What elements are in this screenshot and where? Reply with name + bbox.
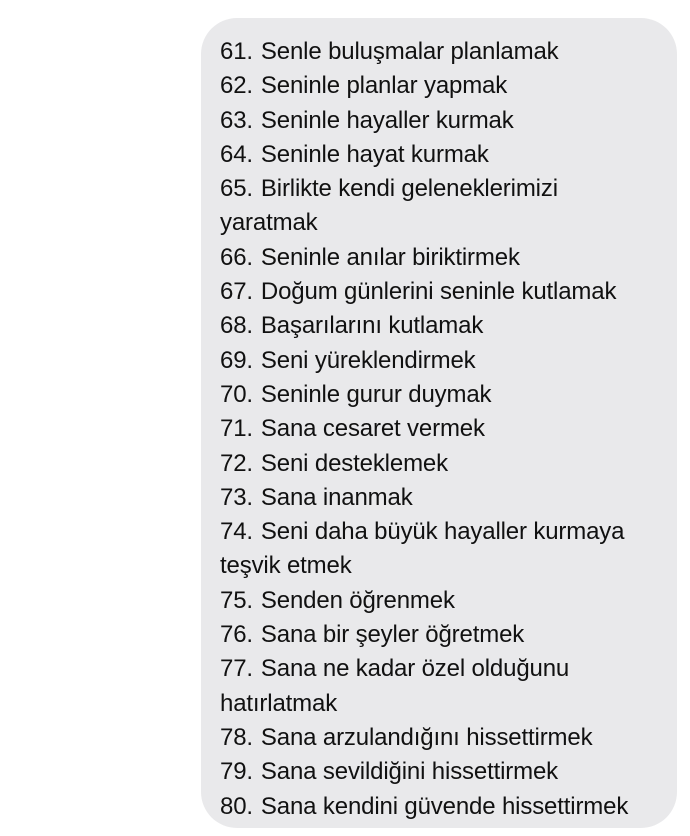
list-item-text: Sana cesaret vermek bbox=[260, 415, 485, 443]
list-item-number: 76. bbox=[220, 621, 253, 649]
list-item-text: Sana kendini güvende hissettirmek bbox=[260, 792, 629, 820]
list-item-text: Sana arzulandığını hissettirmek bbox=[260, 723, 593, 751]
list-item-text: Doğum günlerini seninle kutlamak bbox=[260, 278, 617, 306]
list-item-text: Birlikte kendi geleneklerimizi bbox=[260, 175, 558, 203]
list-item bbox=[220, 344, 667, 378]
list-item-text: Seninle gurur duymak bbox=[260, 380, 492, 408]
list-item-text: Seninle anılar biriktirmek bbox=[260, 243, 520, 271]
list-item-number: 65. bbox=[220, 175, 253, 203]
list-item bbox=[220, 721, 667, 755]
list-item-text: Senle buluşmalar planlamak bbox=[260, 38, 559, 65]
list-item-text: Sana inanmak bbox=[260, 483, 413, 511]
list-item-text: Sana sevildiğini hissettirmek bbox=[260, 758, 559, 786]
list-item-number: 79. bbox=[220, 758, 253, 786]
list-item-number: 62. bbox=[220, 72, 253, 100]
list-item-text: Seninle planlar yapmak bbox=[260, 72, 508, 100]
list-item-continuation: hatırlatmak bbox=[220, 689, 338, 717]
list-item-number: 72. bbox=[220, 449, 253, 477]
list-item bbox=[220, 790, 667, 824]
list-item bbox=[220, 447, 667, 481]
list-item-number: 70. bbox=[220, 380, 253, 408]
list-item-text: Seni daha büyük hayaller kurmaya bbox=[260, 518, 625, 546]
list-item-number: 66. bbox=[220, 243, 253, 271]
list-item-number: 74. bbox=[220, 518, 253, 546]
list-item-number: 78. bbox=[220, 723, 253, 751]
list-item bbox=[220, 412, 667, 446]
list-item bbox=[220, 584, 667, 618]
list-item-number: 73. bbox=[220, 483, 253, 511]
list-item-number: 64. bbox=[220, 140, 253, 168]
list-item-number: 71. bbox=[220, 415, 253, 443]
list-item bbox=[220, 515, 667, 549]
list-item-number: 80. bbox=[220, 792, 253, 820]
list-item-text: Sana ne kadar özel olduğunu bbox=[260, 655, 570, 683]
message-bubble[interactable] bbox=[201, 18, 677, 828]
list-item-text: Seninle hayaller kurmak bbox=[260, 106, 514, 134]
list-item-number: 67. bbox=[220, 278, 253, 306]
list-item bbox=[220, 618, 667, 652]
list-item bbox=[220, 138, 667, 172]
list-item bbox=[220, 755, 667, 789]
list-item bbox=[220, 104, 667, 138]
list-item-text: Senden öğrenmek bbox=[260, 586, 455, 614]
list-item bbox=[220, 275, 667, 309]
list-item bbox=[220, 481, 667, 515]
list-item-number: 61. bbox=[220, 38, 253, 65]
list-item-text: Seninle hayat kurmak bbox=[260, 140, 489, 168]
list-item-text: Sana bir şeyler öğretmek bbox=[260, 621, 525, 649]
list-item bbox=[220, 378, 667, 412]
list-item-number: 75. bbox=[220, 586, 253, 614]
list-item-text: Seni desteklemek bbox=[260, 449, 448, 477]
list-item bbox=[220, 35, 667, 69]
list-item-continuation: teşvik etmek bbox=[220, 552, 352, 580]
list-item bbox=[220, 652, 667, 686]
list-item-continuation: yaratmak bbox=[220, 209, 318, 237]
list-item bbox=[220, 172, 667, 206]
list-item bbox=[220, 241, 667, 275]
list-item-text: Seni yüreklendirmek bbox=[260, 346, 476, 374]
list-item bbox=[220, 309, 667, 343]
list-item-number: 77. bbox=[220, 655, 253, 683]
list-item-number: 68. bbox=[220, 312, 253, 340]
list-item bbox=[220, 69, 667, 103]
list-item-number: 63. bbox=[220, 106, 253, 134]
list-item-number: 69. bbox=[220, 346, 253, 374]
list-item-text: Başarılarını kutlamak bbox=[260, 312, 484, 340]
